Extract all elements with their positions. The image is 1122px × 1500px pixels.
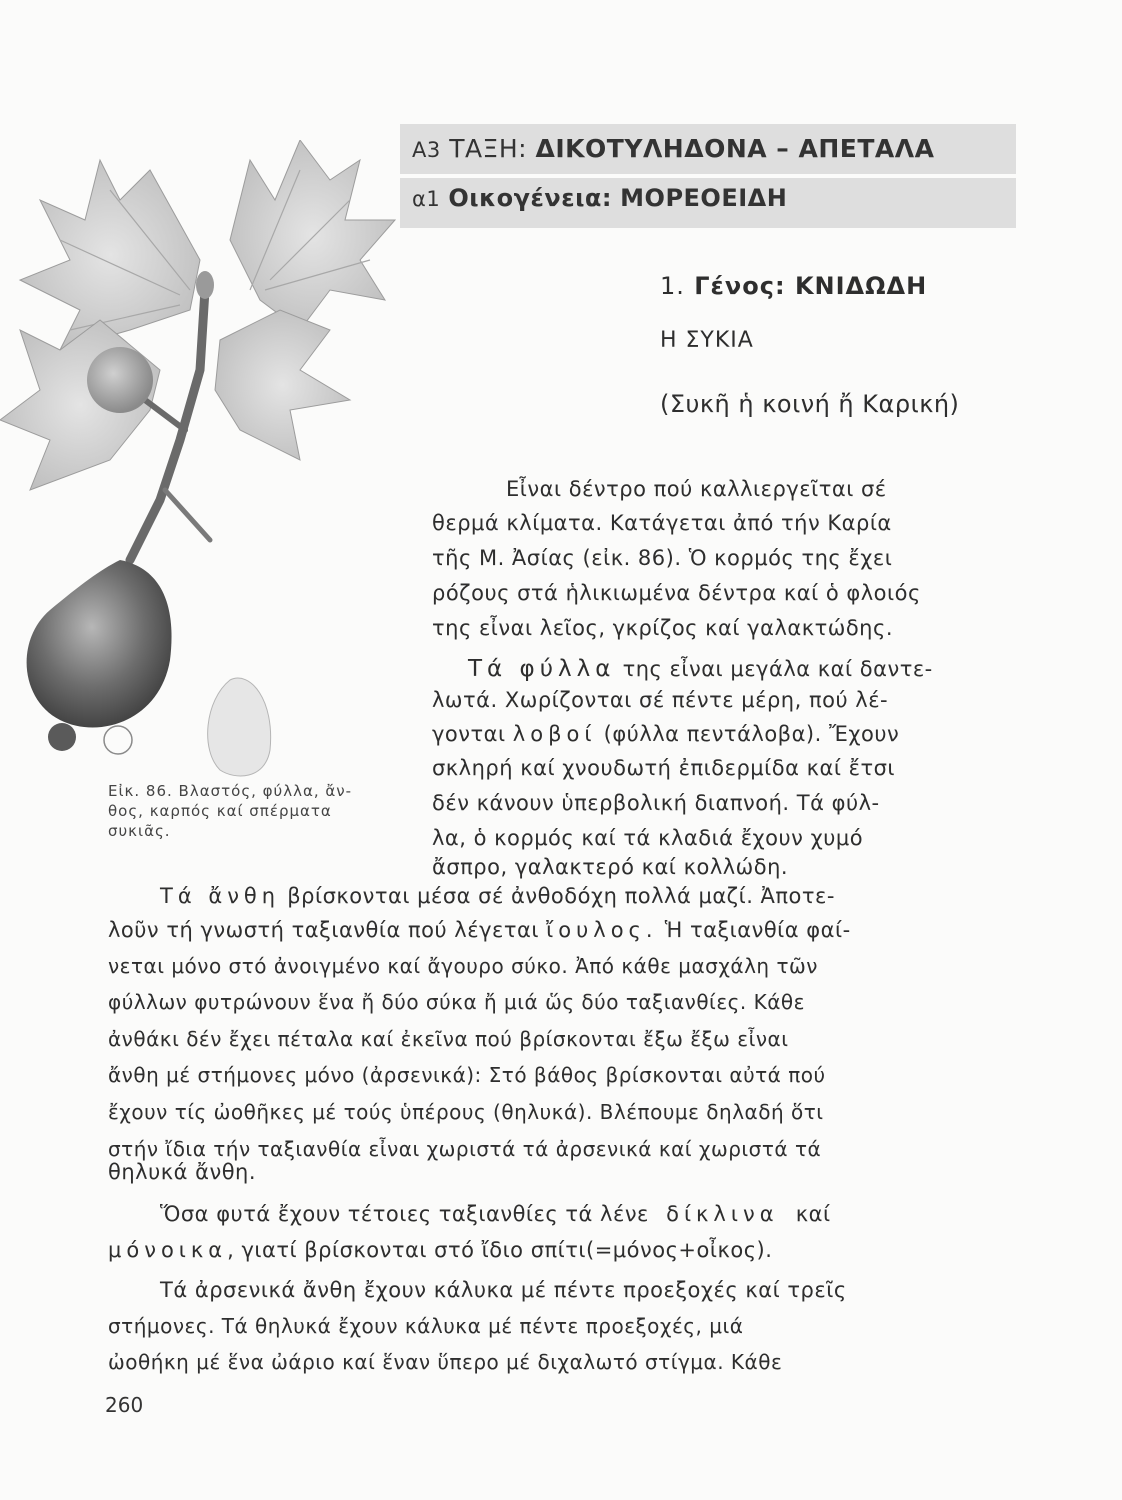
plant-name: Η ΣΥΚΙΑ: [660, 328, 754, 353]
order-heading: [412, 134, 934, 163]
body-line: στήν ἴδια τήν ταξιανθία εἶναι χωριστά τά ἀρσενικά καί χωριστά τά: [108, 1137, 822, 1161]
body-line: [108, 918, 851, 942]
genus-number: 1.: [660, 272, 685, 300]
family-label: Οικογένεια:: [448, 184, 613, 212]
order-tag: Α3: [412, 138, 441, 162]
spaced-term: Τά φύλλα: [468, 656, 616, 682]
genus-heading: [660, 272, 927, 300]
body-line: Τά ἀρσενικά ἄνθη ἔχουν κάλυκα μέ πέντε προεξοχές καί τρεῖς: [160, 1278, 847, 1302]
body-text: Ὅσα φυτά ἔχουν τέτοιες ταξιανθίες τά λένε: [160, 1202, 649, 1226]
family-tag: α1: [412, 187, 441, 211]
body-line: νεται μόνο στό ἀνοιγμένο καί ἄγουρο σύκο. Ἀπό κάθε μασχάλη τῶν: [108, 954, 818, 978]
body-line: ἀνθάκι δέν ἔχει πέταλα καί ἐκεῖνα πού βρίσκονται ἔξω ἔξω εἶναι: [108, 1027, 789, 1051]
spaced-term: δίκλινα: [666, 1202, 779, 1226]
page-number: 260: [105, 1393, 144, 1417]
body-line: δέν κάνουν ὑπερβολική διαπνοή. Τά φύλ-: [432, 791, 880, 815]
spaced-term: ἴουλος.: [546, 918, 658, 942]
caption-line: συκιᾶς.: [108, 822, 171, 840]
body-line: ἔχουν τίς ὠοθῆκες μέ τούς ὑπέρους (θηλυκά). Βλέπουμε δηλαδή ὅτι: [108, 1100, 824, 1124]
body-line: θερμά κλίματα. Κατάγεται ἀπό τήν Καρία: [432, 511, 892, 535]
figure-caption: [108, 781, 408, 841]
body-line: στήμονες. Τά θηλυκά ἔχουν κάλυκα μέ πέντε προεξοχές, μιά: [108, 1314, 744, 1338]
body-line: Εἶναι δέντρο πού καλλιεργεῖται σέ: [506, 477, 887, 501]
body-line: της εἶναι λεῖος, γκρίζος καί γαλακτώδης.: [432, 616, 893, 640]
body-line: ἄνθη μέ στήμονες μόνο (ἀρσενικά): Στό βάθος βρίσκονται αὐτά πού: [108, 1063, 826, 1087]
body-line: [432, 722, 899, 746]
body-text: γονται: [432, 722, 506, 746]
body-line: ὠοθήκη μέ ἕνα ὠάριο καί ἕναν ὕπερο μέ διχαλωτό στίγμα. Κάθε: [108, 1350, 783, 1374]
spaced-term: μόνοικα: [108, 1238, 228, 1262]
order-label: ΤΑΞΗ:: [449, 134, 528, 163]
caption-line: θος, καρπός καί σπέρματα: [108, 802, 332, 820]
body-line: λωτά. Χωρίζονται σέ πέντε μέρη, πού λέ-: [432, 688, 889, 712]
body-line: ρόζους στά ἡλικιωμένα δέντρα καί ὁ φλοιός: [432, 581, 921, 605]
family-heading: [412, 184, 787, 212]
body-line: τῆς Μ. Ἀσίας (εἰκ. 86). Ὁ κορμός της ἔχει: [432, 546, 893, 570]
body-line: φύλλων φυτρώνουν ἕνα ἤ δύο σύκα ἤ μιά ὥς δύο ταξιανθίες. Κάθε: [108, 990, 805, 1014]
body-line: λα, ὁ κορμός καί τά κλαδιά ἔχουν χυμό: [432, 826, 864, 850]
body-line: [108, 1238, 772, 1262]
caption-line: Εἰκ. 86. Βλαστός, φύλλα, ἄν-: [108, 782, 353, 800]
plant-synonyms: (Συκῆ ἡ κοινή ἤ Καρική): [660, 390, 960, 418]
body-line: [468, 656, 933, 682]
body-line: θηλυκά ἄνθη.: [108, 1160, 257, 1184]
body-text: της εἶναι μεγάλα καί δαντε-: [622, 657, 933, 681]
body-text: καί: [795, 1202, 831, 1226]
body-text: βρίσκονται μέσα σέ ἀνθοδόχη πολλά μαζί. Ἀποτε-: [287, 884, 835, 908]
spaced-term: Τά ἄνθη: [160, 884, 281, 908]
body-text: λοῦν τή γνωστή ταξιανθία πού λέγεται: [108, 918, 539, 942]
body-line: [160, 884, 835, 908]
spaced-term: λοβοί: [512, 722, 597, 746]
genus-name: ΚΝΙΔΩΔΗ: [794, 272, 928, 300]
genus-label: Γένος:: [694, 272, 786, 300]
body-text: (φύλλα πεντάλοβα). Ἔχουν: [603, 722, 900, 746]
header-divider: [400, 174, 1016, 178]
body-text: , γιατί βρίσκονται στό ἴδιο σπίτι(=μόνος+οἶκος).: [227, 1238, 773, 1262]
body-line: [160, 1202, 831, 1226]
body-line: ἄσπρο, γαλακτερό καί κολλώδη.: [432, 855, 789, 879]
family-name: ΜΟΡΕΟΕΙΔΗ: [620, 184, 788, 212]
body-line: σκληρή καί χνουδωτή ἐπιδερμίδα καί ἔτσι: [432, 756, 896, 780]
fig-branch-illustration: [0, 140, 400, 780]
order-name: ΔΙΚΟΤΥΛΗΔΟΝΑ – ΑΠΕΤΑΛΑ: [535, 134, 935, 163]
body-text: Ἡ ταξιανθία φαί-: [664, 918, 851, 942]
